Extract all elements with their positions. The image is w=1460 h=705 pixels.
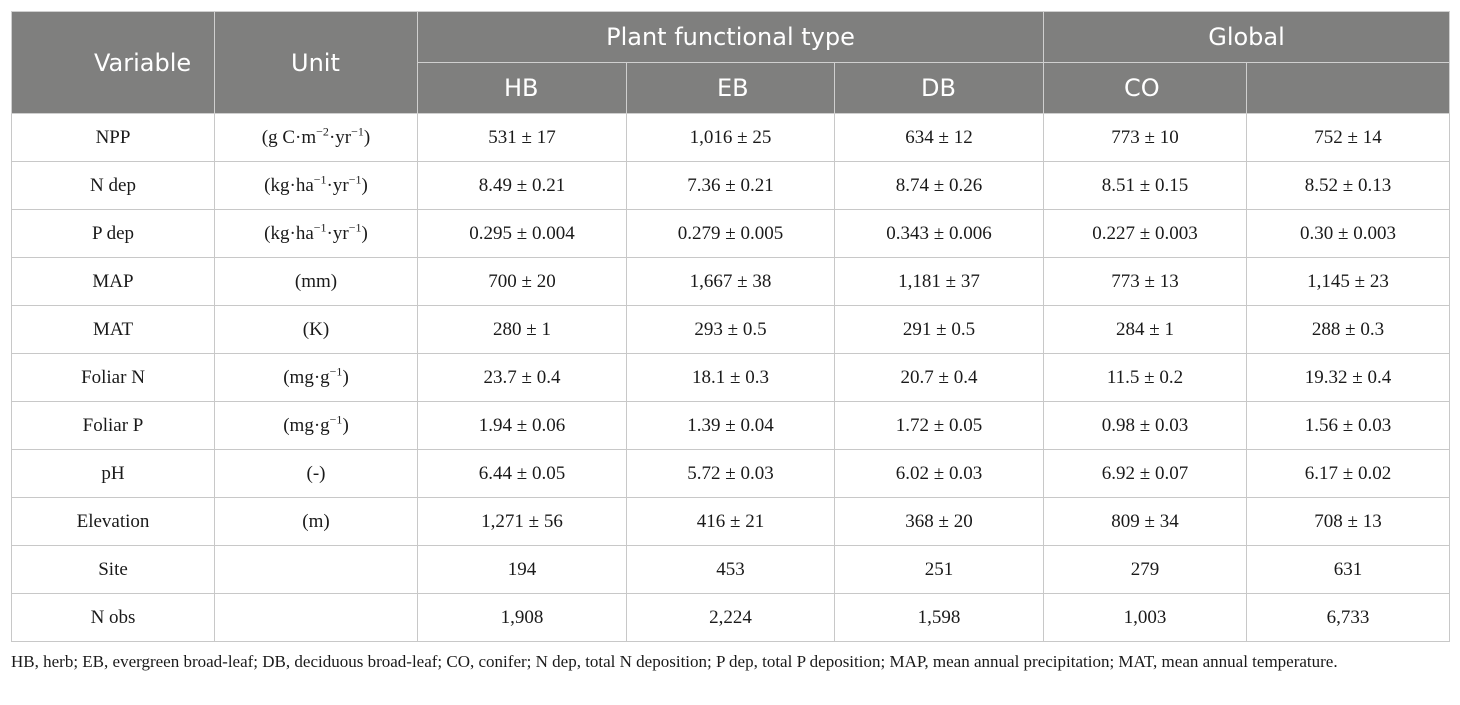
unit-part: −1 (313, 172, 327, 187)
cell-global: 8.52 ± 0.13 (1247, 162, 1450, 210)
data-table-container (11, 11, 1449, 642)
cell-unit (215, 258, 418, 306)
cell-variable: NPP (12, 114, 215, 162)
cell-db: 6.02 ± 0.03 (835, 450, 1044, 498)
cell-variable: Elevation (12, 498, 215, 546)
unit-part: ·yr (326, 222, 349, 244)
cell-global: 6,733 (1247, 594, 1450, 642)
table-row (12, 258, 1450, 306)
cell-db: 251 (835, 546, 1044, 594)
table-row (12, 594, 1450, 642)
cell-variable: N dep (12, 162, 215, 210)
cell-variable: pH (12, 450, 215, 498)
header-plant-functional-type: Plant functional type (418, 12, 1044, 63)
header-db: DB (835, 63, 1044, 114)
cell-unit (215, 498, 418, 546)
table-row (12, 114, 1450, 162)
cell-unit (215, 306, 418, 354)
cell-eb: 7.36 ± 0.21 (627, 162, 835, 210)
cell-variable: P dep (12, 210, 215, 258)
unit-part: (kg·ha (264, 222, 314, 244)
cell-hb: 700 ± 20 (418, 258, 627, 306)
cell-hb: 6.44 ± 0.05 (418, 450, 627, 498)
cell-variable: Site (12, 546, 215, 594)
cell-db: 368 ± 20 (835, 498, 1044, 546)
unit-part: −1 (329, 364, 343, 379)
unit-part: ) (342, 414, 349, 436)
cell-db: 1,181 ± 37 (835, 258, 1044, 306)
cell-eb: 416 ± 21 (627, 498, 835, 546)
cell-variable: MAT (12, 306, 215, 354)
unit-part: −1 (313, 220, 327, 235)
unit-part: −2 (316, 124, 329, 139)
cell-unit (215, 402, 418, 450)
cell-co: 0.227 ± 0.003 (1044, 210, 1247, 258)
table-row (12, 402, 1450, 450)
unit-part: ) (342, 366, 349, 388)
cell-db: 1,598 (835, 594, 1044, 642)
cell-variable: Foliar N (12, 354, 215, 402)
cell-hb: 531 ± 17 (418, 114, 627, 162)
unit-part: (kg·ha (264, 174, 314, 196)
data-table (11, 11, 1450, 642)
cell-unit (215, 546, 418, 594)
cell-db: 1.72 ± 0.05 (835, 402, 1044, 450)
unit-part: ·yr (328, 126, 352, 148)
cell-global: 1,145 ± 23 (1247, 258, 1450, 306)
unit-part: ) (361, 222, 368, 244)
cell-eb: 293 ± 0.5 (627, 306, 835, 354)
unit-part: −1 (351, 124, 364, 139)
cell-co: 284 ± 1 (1044, 306, 1247, 354)
cell-unit (215, 594, 418, 642)
cell-variable: N obs (12, 594, 215, 642)
cell-global: 288 ± 0.3 (1247, 306, 1450, 354)
unit-part: ) (363, 126, 371, 148)
cell-hb: 8.49 ± 0.21 (418, 162, 627, 210)
unit-part: −1 (348, 220, 362, 235)
cell-eb: 0.279 ± 0.005 (627, 210, 835, 258)
cell-global: 19.32 ± 0.4 (1247, 354, 1450, 402)
header-variable: Variable (12, 12, 215, 114)
cell-hb: 1,908 (418, 594, 627, 642)
table-row (12, 306, 1450, 354)
table-body (12, 114, 1450, 642)
cell-global: 708 ± 13 (1247, 498, 1450, 546)
cell-co: 0.98 ± 0.03 (1044, 402, 1247, 450)
table-row (12, 498, 1450, 546)
header-unit: Unit (215, 12, 418, 114)
cell-hb: 1.94 ± 0.06 (418, 402, 627, 450)
cell-co: 279 (1044, 546, 1247, 594)
cell-hb: 194 (418, 546, 627, 594)
table-footnote: HB, herb; EB, evergreen broad-leaf; DB, deciduous broad-leaf; CO, conifer; N dep, total N deposition; P dep, total P deposition; MAP, mean annual precipitation; MAT, mean annual temperature. (11, 652, 1338, 671)
cell-co: 11.5 ± 0.2 (1044, 354, 1247, 402)
cell-global: 631 (1247, 546, 1450, 594)
table-row (12, 450, 1450, 498)
cell-db: 0.343 ± 0.006 (835, 210, 1044, 258)
cell-db: 634 ± 12 (835, 114, 1044, 162)
cell-unit (215, 162, 418, 210)
header-eb: EB (627, 63, 835, 114)
cell-co: 1,003 (1044, 594, 1247, 642)
unit-part: (m) (302, 510, 330, 532)
cell-hb: 1,271 ± 56 (418, 498, 627, 546)
unit-part: (mg·g (283, 366, 330, 388)
cell-variable: MAP (12, 258, 215, 306)
cell-global: 6.17 ± 0.02 (1247, 450, 1450, 498)
header-hb: HB (418, 63, 627, 114)
cell-variable: Foliar P (12, 402, 215, 450)
cell-global: 1.56 ± 0.03 (1247, 402, 1450, 450)
cell-unit (215, 450, 418, 498)
cell-co: 6.92 ± 0.07 (1044, 450, 1247, 498)
cell-co: 8.51 ± 0.15 (1044, 162, 1247, 210)
table-row (12, 210, 1450, 258)
unit-part: (mm) (294, 270, 338, 292)
cell-eb: 5.72 ± 0.03 (627, 450, 835, 498)
unit-part: (g C·m (261, 126, 317, 148)
unit-part: ·yr (326, 174, 349, 196)
header-global-sub (1247, 63, 1450, 114)
cell-hb: 0.295 ± 0.004 (418, 210, 627, 258)
cell-global: 752 ± 14 (1247, 114, 1450, 162)
cell-unit (215, 114, 418, 162)
unit-part: (-) (306, 462, 326, 484)
cell-eb: 1.39 ± 0.04 (627, 402, 835, 450)
cell-co: 773 ± 13 (1044, 258, 1247, 306)
cell-db: 20.7 ± 0.4 (835, 354, 1044, 402)
header-global: Global (1044, 12, 1450, 63)
table-row (12, 162, 1450, 210)
header-co: CO (1044, 63, 1247, 114)
table-row (12, 546, 1450, 594)
unit-part: ) (361, 174, 368, 196)
cell-unit (215, 354, 418, 402)
cell-eb: 453 (627, 546, 835, 594)
unit-part: −1 (329, 412, 343, 427)
cell-hb: 23.7 ± 0.4 (418, 354, 627, 402)
cell-co: 809 ± 34 (1044, 498, 1247, 546)
cell-unit (215, 210, 418, 258)
cell-db: 291 ± 0.5 (835, 306, 1044, 354)
unit-part: −1 (348, 172, 362, 187)
cell-co: 773 ± 10 (1044, 114, 1247, 162)
cell-hb: 280 ± 1 (418, 306, 627, 354)
cell-eb: 1,667 ± 38 (627, 258, 835, 306)
cell-eb: 1,016 ± 25 (627, 114, 835, 162)
cell-db: 8.74 ± 0.26 (835, 162, 1044, 210)
cell-eb: 18.1 ± 0.3 (627, 354, 835, 402)
unit-part: (mg·g (283, 414, 330, 436)
table-row (12, 354, 1450, 402)
unit-part: (K) (302, 318, 330, 340)
cell-eb: 2,224 (627, 594, 835, 642)
cell-global: 0.30 ± 0.003 (1247, 210, 1450, 258)
